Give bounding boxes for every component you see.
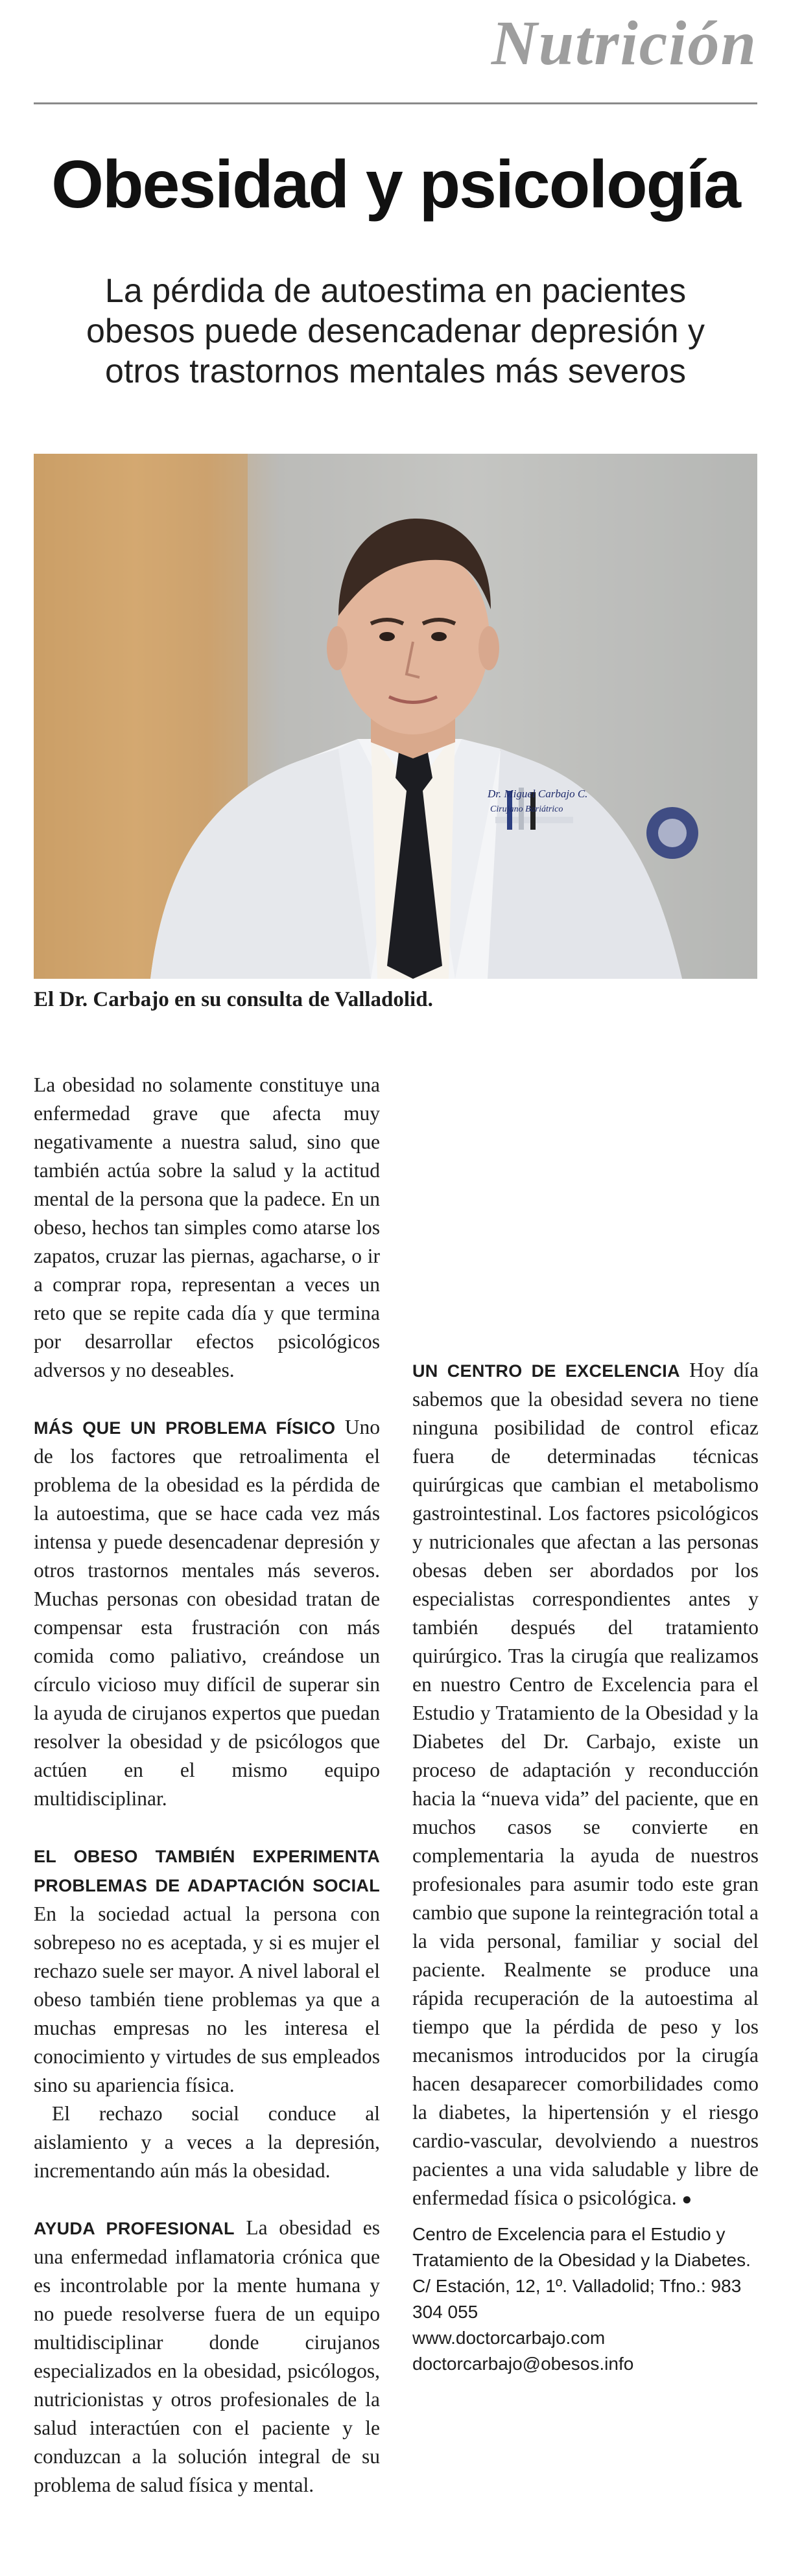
contact-info bbox=[412, 2221, 759, 2377]
subhead-professional-help: AYUDA PROFESIONAL bbox=[34, 2219, 235, 2238]
paragraph-physical-problem-text: Uno de los factores que retroalimenta el problema de la obesidad es la pérdida de la autoestima, que se hace cada vez más intensa y puede desencadenar depresión y otros trastornos mentales más severos. Muchas personas con obesidad tratan de compensar esta frustración con más comida como paliativo, creándose un círculo vicioso muy difícil de superar sin la ayuda de cirujanos expertos que puedan resolver la obesidad y de psicólogos que actúen en el mismo equipo multidisciplinar. bbox=[34, 1416, 381, 1810]
paragraph-excellence-center-text: Hoy día sabemos que la obesidad severa no tiene ninguna posibilidad de control eficaz fuera de determinadas técnicas quirúrgicas que cambian el metabolismo gastrointestinal. Los factores psicológicos y nutricionales que afectan a las personas obesas deben ser abordados por los especialistas correspondientes antes y también después del tratamiento quirúrgico. Tras la cirugía que realizamos en nuestro Centro de Excelencia para el Estudio y Tratamiento de la Obesidad y la Diabetes del Dr. Carbajo, existe un proceso de adaptación y reconducción hacia la “nueva vida” del paciente, que en muchos casos se convierte en complementaria la ayuda de nuestros profesionales para asumir todo este gran cambio que supone la reintegración total a la vida personal, familiar y social del paciente. Realmente se produce una rápida recuperación de la autoestima al tiempo que la pérdida de peso y los mecanismos introducidos por la cirugía hacen desaparecer comorbilidades como la diabetes, la hipertensión y el riesgo cardio-vascular, devolviendo a nuestros pacientes a una vida saludable y libre de enfermedad física o psicológica. bbox=[412, 1359, 759, 2209]
paragraph-intro: La obesidad no solamente constituye una enfermedad grave que afecta muy negativamente a nuestra salud, sino que también actúa sobre la salud y la actitud mental de la persona que la padece. En un obeso, hechos tan simples como atarse los zapatos, cruzar las piernas, agacharse, o ir a comprar ropa, representan a veces un reto que se repite cada día y que termina por desarrollar efectos psicológicos adversos y no deseables. bbox=[34, 1073, 380, 1381]
coat-embroidery-name: Dr. Miguel Carbajo C. bbox=[488, 788, 588, 800]
article-headline: Obesidad y psicología bbox=[51, 147, 740, 222]
paragraph-social-adaptation bbox=[34, 1842, 380, 2100]
paragraph-professional-help-text: La obesidad es una enfermedad inflamatoria crónica que es incontrolable por la mente humana y no puede resolverse fuera de un equipo multidisciplinar donde cirujanos especializados en la obesidad, psicólogos, nutricionistas y otros profesionales de la salud interactúen con el paciente y le conduzcan a la solución integral de su problema de salud física y mental. bbox=[34, 2216, 381, 2496]
paragraph-physical-problem bbox=[34, 1413, 380, 1813]
header-rule bbox=[34, 102, 757, 104]
contact-address: Centro de Excelencia para el Estudio y Tratamiento de la Obesidad y la Diabetes. C/ Estación, 12, 1º. Valladolid; Tfno.: 983 304 055 bbox=[412, 2224, 751, 2322]
coat-embroidery-title: Cirujano Bariátrico bbox=[490, 804, 563, 814]
contact-website-link[interactable]: www.doctorcarbajo.com bbox=[412, 2328, 606, 2348]
article-column-right bbox=[412, 1071, 759, 2377]
paragraph-professional-help bbox=[34, 2214, 380, 2500]
contact-email-link[interactable]: doctorcarbajo@obesos.info bbox=[412, 2354, 634, 2374]
paragraph-social-rejection: El rechazo social conduce al aislamiento y a veces a la depresión, incrementando aún más la obesidad. bbox=[34, 2102, 380, 2182]
article-subhead: La pérdida de autoestima en pacientes obesos puede desencadenar depresión y otros trastornos mentales más severos bbox=[86, 272, 705, 390]
subhead-physical-problem: MÁS QUE UN PROBLEMA FÍSICO bbox=[34, 1418, 336, 1438]
doctor-photo bbox=[34, 454, 757, 979]
subhead-social-adaptation: EL OBESO TAMBIÉN EXPERIMENTA PROBLEMAS DE ADAPTACIÓN SOCIAL bbox=[34, 1847, 380, 1895]
end-mark-icon: ● bbox=[681, 2190, 692, 2208]
doctor-photo-illustration bbox=[34, 454, 757, 979]
paragraph-social-adaptation-text: En la sociedad actual la persona con sobrepeso no es aceptada, y si es mujer el rechazo suele ser mayor. A nivel laboral el obeso también tiene problemas ya que a muchas empresas no les interesa el conocimiento y virtudes de sus empleados sino su apariencia física. bbox=[34, 1903, 380, 2096]
article-column-left bbox=[34, 1071, 380, 2500]
section-label: Nutrición bbox=[491, 8, 757, 78]
photo-caption: El Dr. Carbajo en su consulta de Valladolid. bbox=[34, 988, 433, 1011]
subhead-excellence-center: UN CENTRO DE EXCELENCIA bbox=[412, 1361, 680, 1381]
paragraph-excellence-center bbox=[412, 1356, 759, 2214]
